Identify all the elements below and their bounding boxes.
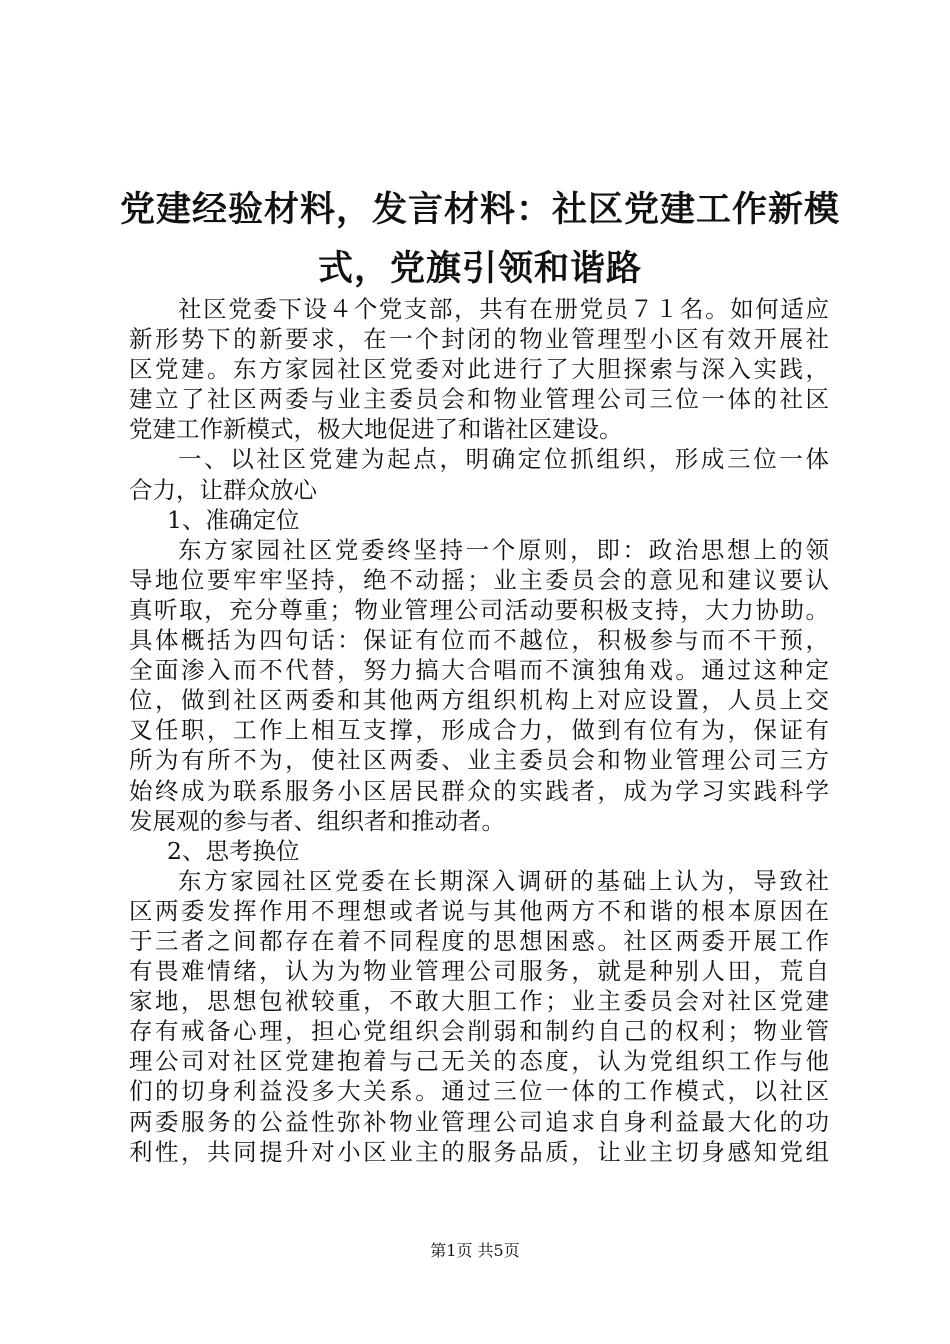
paragraph-line: 家地，思想包袱较重，不敢大胆工作；业主委员会对社区党建 — [129, 987, 829, 1016]
section-heading-line: 合力，让群众放心 — [129, 475, 317, 504]
subsection-heading: 2、思考换位 — [167, 836, 300, 865]
paragraph-line: 全面渗入而不代替，努力搞大合唱而不演独角戏。通过这种定 — [129, 656, 829, 685]
paragraph-line: 始终成为联系服务小区居民群众的实践者，成为学习实践科学 — [129, 776, 829, 805]
paragraph-line: 所为有所不为，使社区两委、业主委员会和物业管理公司三方 — [129, 746, 829, 775]
paragraph-line: 东方家园社区党委终坚持一个原则，即：政治思想上的领 — [178, 535, 829, 564]
section-heading-line: 一、以社区党建为起点，明确定位抓组织，形成三位一体 — [178, 445, 829, 474]
paragraph-line: 建立了社区两委与业主委员会和物业管理公司三位一体的社区 — [129, 385, 829, 414]
paragraph-line: 导地位要牢牢坚持，绝不动摇；业主委员会的意见和建议要认 — [129, 565, 829, 594]
paragraph-line: 新形势下的新要求，在一个封闭的物业管理型小区有效开展社 — [129, 325, 829, 354]
paragraph-line: 们的切身利益没多大关系。通过三位一体的工作模式，以社区 — [129, 1077, 829, 1106]
paragraph-line: 具体概括为四句话：保证有位而不越位，积极参与而不干预， — [129, 626, 829, 655]
paragraph-line: 区两委发挥作用不理想或者说与其他两方不和谐的根本原因在 — [129, 896, 829, 925]
subsection-heading: 1、准确定位 — [167, 505, 300, 534]
document-title-line-2: 式，党旗引领和谐路 — [317, 249, 642, 289]
paragraph-line: 东方家园社区党委在长期深入调研的基础上认为，导致社 — [178, 866, 829, 895]
paragraph-line: 理公司对社区党建抱着与己无关的态度，认为党组织工作与他 — [129, 1047, 829, 1076]
paragraph-line: 利性，共同提升对小区业主的服务品质，让业主切身感知党组 — [129, 1137, 829, 1166]
paragraph-line: 存有戒备心理，担心党组织会削弱和制约自己的权利；物业管 — [129, 1017, 829, 1046]
paragraph-line: 有畏难情绪，认为为物业管理公司服务，就是种别人田，荒自 — [129, 957, 829, 986]
document-title-line-1: 党建经验材料，发言材料：社区党建工作新模 — [120, 190, 841, 230]
paragraph-line: 党建工作新模式，极大地促进了和谐社区建设。 — [129, 415, 623, 444]
paragraph-line: 于三者之间都存在着不同程度的思想困惑。社区两委开展工作 — [129, 926, 829, 955]
paragraph-line: 位，做到社区两委和其他两方组织机构上对应设置，人员上交 — [129, 686, 829, 715]
paragraph-line: 区党建。东方家园社区党委对此进行了大胆探索与深入实践， — [129, 355, 829, 384]
paragraph-line: 真听取，充分尊重；物业管理公司活动要积极支持，大力协助。 — [129, 595, 829, 624]
paragraph-line: 叉任职，工作上相互支撑，形成合力，做到有位有为，保证有 — [129, 716, 829, 745]
page-number-footer: 第1页 共5页 — [430, 1241, 520, 1260]
paragraph-line: 发展观的参与者、组织者和推动者。 — [129, 806, 505, 835]
paragraph-line: 两委服务的公益性弥补物业管理公司追求自身利益最大化的功 — [129, 1107, 829, 1136]
paragraph-line: 社区党委下设４个党支部，共有在册党员７１名。如何适应 — [178, 295, 829, 323]
document-body — [129, 294, 829, 1167]
